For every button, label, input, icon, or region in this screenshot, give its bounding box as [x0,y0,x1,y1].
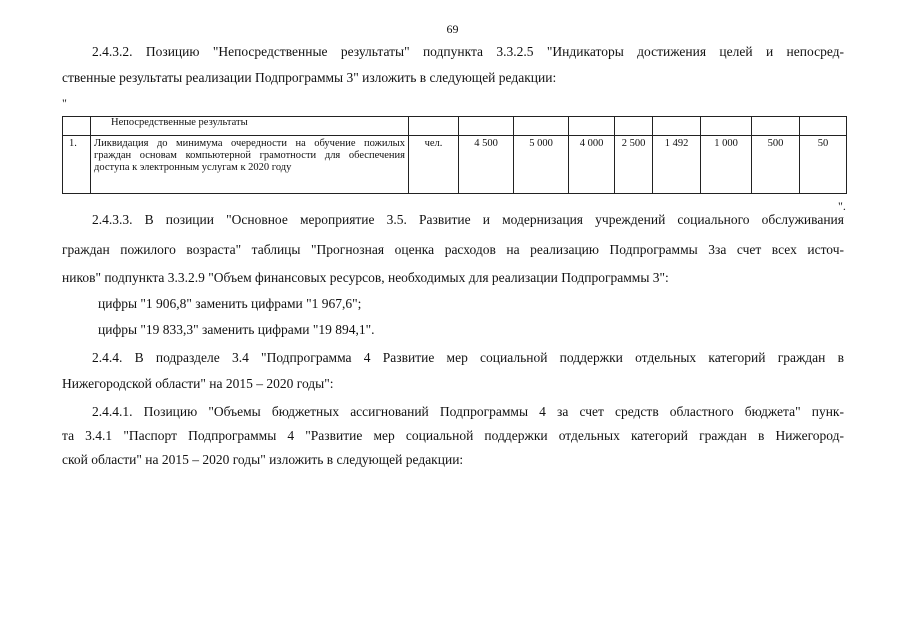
row-description-cell: Ликвидация до минимума очередности на обучение пожилых граждан основам компьютерной грамотности для обеспечения доступа к электронным услугам к 2020 году [91,136,409,194]
paragraph-2-4-3-2-line-1: 2.4.3.2. Позицию "Непосредственные результаты" подпункта 3.3.2.5 "Индикаторы достижения целей и непосред- [92,44,844,59]
value-cell: 4 000 [569,136,615,194]
header-empty-cell [653,117,701,136]
replace-figures-line-2: цифры "19 833,3" заменить цифрами "19 894,1". [98,322,375,337]
paragraph-2-4-3-3-line-2: граждан пожилого возраста" таблицы "Прогнозная оценка расходов на реализацию Подпрограммы 3за счет всех источ- [62,242,844,257]
value-cell: 2 500 [615,136,653,194]
header-empty-cell [63,117,91,136]
value-cell: 500 [752,136,800,194]
paragraph-2-4-3-3-line-1: 2.4.3.3. В позиции "Основное мероприятие 3.5. Развитие и модернизация учреждений социального обслуживания [92,212,844,227]
header-empty-cell [409,117,459,136]
results-table [62,116,847,194]
opening-quote: " [62,96,67,110]
paragraph-2-4-4-1-line-3: ской области" на 2015 – 2020 годы" изложить в следующей редакции: [62,452,464,467]
header-empty-cell [752,117,800,136]
header-cell: Непосредственные результаты [91,117,409,136]
paragraph-2-4-4-line-1: 2.4.4. В подразделе 3.4 "Подпрограмма 4 Развитие мер социальной поддержки отдельных категорий граждан в [92,350,844,365]
value-cell: 50 [800,136,847,194]
paragraph-2-4-3-2-line-2: ственные результаты реализации Подпрограммы 3" изложить в следующей редакции: [62,70,557,85]
header-empty-cell [459,117,514,136]
row-number-cell: 1. [63,136,91,194]
value-cell: 1 492 [653,136,701,194]
table-row [63,136,847,194]
header-empty-cell [569,117,615,136]
header-empty-cell [514,117,569,136]
closing-quote: ". [838,199,846,213]
table-header-row [63,117,847,136]
unit-cell: чел. [409,136,459,194]
paragraph-2-4-4-1-line-1: 2.4.4.1. Позицию "Объемы бюджетных ассигнований Подпрограммы 4 за счет средств областного бюджета" пунк- [92,404,844,419]
value-cell: 5 000 [514,136,569,194]
value-cell: 1 000 [701,136,752,194]
header-empty-cell [800,117,847,136]
header-empty-cell [615,117,653,136]
paragraph-2-4-4-line-2: Нижегородской области" на 2015 – 2020 годы": [62,376,334,391]
value-cell: 4 500 [459,136,514,194]
paragraph-2-4-3-3-line-3: ников" подпункта 3.3.2.9 "Объем финансовых ресурсов, необходимых для реализации Подпрограммы 3": [62,270,669,285]
replace-figures-line-1: цифры "1 906,8" заменить цифрами "1 967,6"; [98,296,362,311]
paragraph-2-4-4-1-line-2: та 3.4.1 "Паспорт Подпрограммы 4 "Развитие мер социальной поддержки отдельных категорий граждан в Нижегород- [62,428,844,443]
page-number: 69 [446,22,459,36]
header-empty-cell [701,117,752,136]
